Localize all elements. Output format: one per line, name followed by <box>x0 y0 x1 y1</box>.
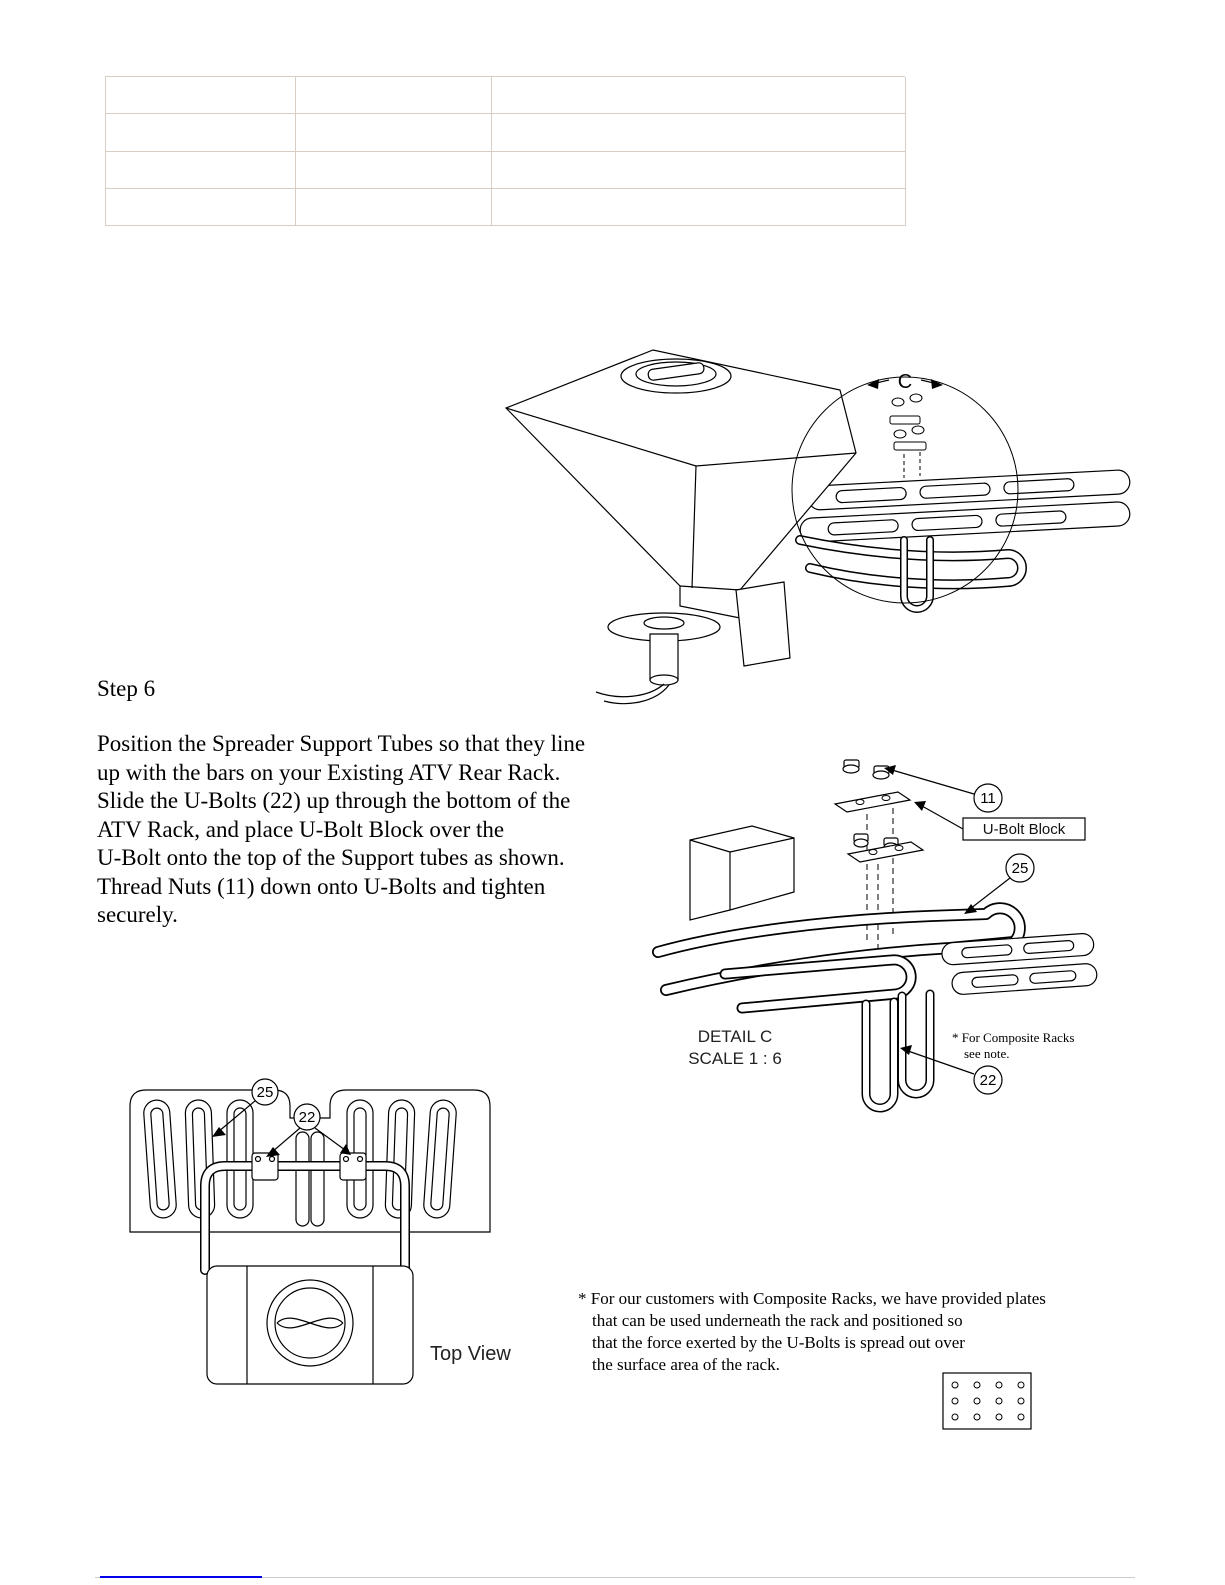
composite-note-line2: see note. <box>964 1046 1010 1061</box>
footer-link-underline[interactable] <box>100 1576 262 1578</box>
instruction-line: Thread Nuts (11) down onto U-Bolts and tighten <box>97 873 546 899</box>
table-cell <box>492 114 906 151</box>
table-cell <box>106 189 296 226</box>
callout-number: 11 <box>980 790 996 807</box>
top-view-diagram <box>100 1070 530 1400</box>
spreader-corner <box>690 826 794 920</box>
u-bolt <box>904 540 930 609</box>
footnote-line: * For our customers with Composite Racks, we have provided plates <box>578 1289 1046 1308</box>
rack-slotted-bars <box>941 933 1097 995</box>
detail-c-marker <box>867 371 943 393</box>
callout-number: 25 <box>1011 860 1029 877</box>
detail-c-view <box>630 742 1110 1172</box>
step-heading: Step 6 <box>97 676 156 701</box>
spreader-support-tube <box>725 960 911 1008</box>
instruction-line: up with the bars on your Existing ATV Rear Rack. <box>97 759 561 785</box>
composite-rack-plate <box>940 1368 1035 1436</box>
callout-number: 25 <box>256 1084 274 1101</box>
spreader-overview-diagram <box>468 328 1138 693</box>
table-cell <box>106 77 296 114</box>
mounting-hardware <box>890 394 926 478</box>
table-cell <box>296 114 492 151</box>
instruction-line: ATV Rack, and place U-Bolt Block over the <box>97 816 505 842</box>
table-cell <box>492 189 906 226</box>
table-cell <box>296 152 492 189</box>
table-cell <box>106 152 296 189</box>
spreader-body-top <box>207 1266 413 1384</box>
u-bolt-block-text: U-Bolt Block <box>982 821 1066 838</box>
atv-rear-rack <box>800 470 1131 585</box>
footnote-line: that can be used underneath the rack and positioned so <box>592 1311 963 1330</box>
step-instructions <box>97 730 585 930</box>
detail-scale: SCALE 1 : 6 <box>688 1049 782 1068</box>
table-cell <box>106 114 296 151</box>
instruction-line: U-Bolt onto the top of the Support tubes as shown. <box>97 845 565 870</box>
instruction-line: Position the Spreader Support Tubes so that they line <box>97 731 586 756</box>
u-bolt-block-plates <box>835 792 923 862</box>
table-cell <box>492 77 906 114</box>
top-view-label: Top View <box>430 1343 511 1365</box>
mount-bracket <box>736 582 790 666</box>
composite-note-line1: * For Composite Racks <box>952 1030 1075 1045</box>
header-table <box>105 76 905 226</box>
table-cell <box>296 189 492 226</box>
detail-marker-label: C <box>897 371 913 393</box>
detail-title: DETAIL C <box>697 1027 773 1046</box>
u-bolts <box>866 994 930 1108</box>
composite-rack-footnote <box>578 1288 1046 1376</box>
footnote-line: that the force exerted by the U-Bolts is spread out over <box>592 1333 965 1352</box>
callout-number: 22 <box>298 1109 316 1126</box>
callout-11 <box>884 765 1002 812</box>
instruction-line: Slide the U-Bolts (22) up through the bottom of the <box>97 788 571 813</box>
callout-number: 22 <box>979 1072 997 1089</box>
footnote-line: the surface area of the rack. <box>592 1355 780 1374</box>
wire <box>596 684 664 697</box>
instruction-line: securely. <box>97 902 178 927</box>
motor-housing <box>650 634 678 680</box>
table-cell <box>492 152 906 189</box>
table-cell <box>296 77 492 114</box>
